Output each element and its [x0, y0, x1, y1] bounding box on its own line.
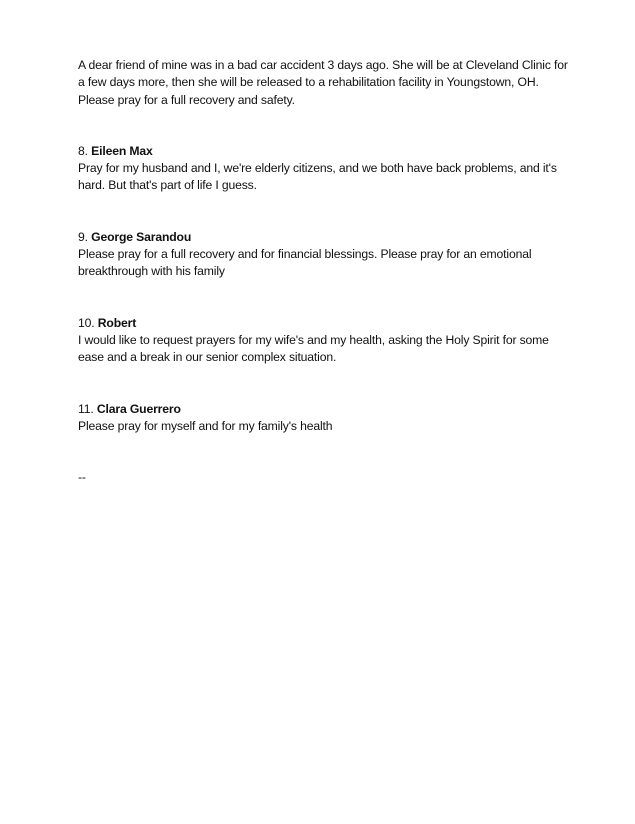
entry-heading	[78, 315, 568, 332]
entry-body: Please pray for myself and for my family's health	[78, 418, 333, 433]
entry-name: Eileen Max	[91, 143, 153, 158]
prayer-entry-9	[78, 229, 568, 281]
entry-body: Please pray for a full recovery and for financial blessings. Please pray for an emotional breakthrough with his family	[78, 247, 532, 279]
entry-body: Pray for my husband and I, we're elderly citizens, and we both have back problems, and it's hard. But that's part of life I guess.	[78, 161, 557, 193]
entry-heading	[78, 401, 568, 418]
intro-paragraph: A dear friend of mine was in a bad car accident 3 days ago. She will be at Cleveland Clinic for a few days more, then she will be released to a rehabilitation facility in Youngstown, OH. Please pray for a full recovery and safety.	[78, 58, 568, 107]
document-content	[78, 57, 568, 486]
prayer-entry-11	[78, 401, 568, 436]
entry-number: 11.	[78, 401, 94, 416]
entry-number: 8.	[78, 143, 88, 158]
entry-name: Clara Guerrero	[96, 401, 181, 416]
entry-number: 9.	[78, 229, 88, 244]
signature-separator: --	[78, 470, 86, 485]
entry-name: Robert	[97, 315, 137, 330]
entry-body: I would like to request prayers for my wife's and my health, asking the Holy Spirit for some ease and a break in our senior complex situation.	[78, 332, 549, 365]
entry-number: 10.	[78, 315, 95, 330]
entry-name: George Sarandou	[91, 229, 192, 244]
prayer-entry-10	[78, 315, 568, 367]
entry-heading	[78, 229, 568, 246]
entry-heading	[78, 143, 568, 160]
prayer-entry-8	[78, 143, 568, 195]
